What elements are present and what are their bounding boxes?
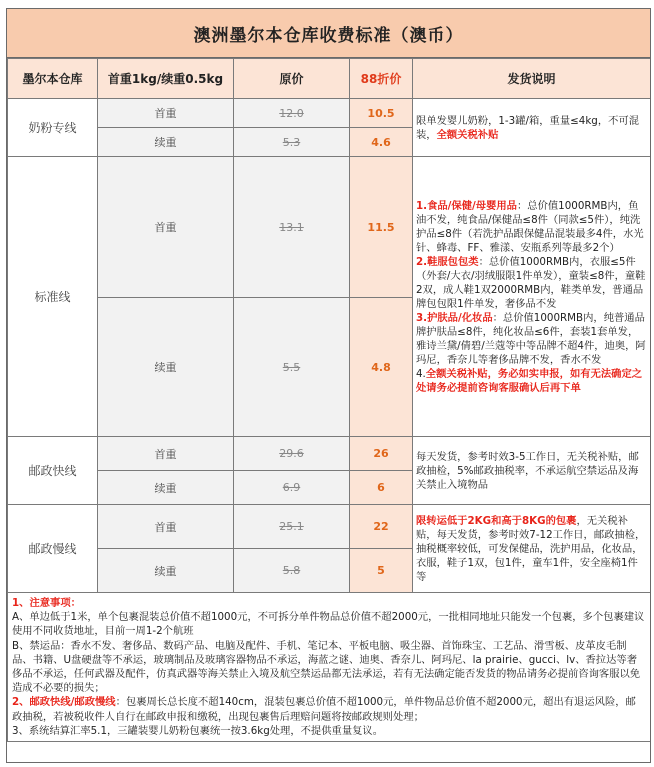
- note-3: 3、系统结算汇率5.1，三罐装婴儿奶粉包裹统一按3.6kg处理，不提供重量复议。: [12, 724, 384, 737]
- disc-price: 11.5: [350, 157, 413, 298]
- weight-first: 首重: [98, 437, 234, 471]
- orig-price: 5.5: [234, 298, 350, 437]
- weight-cont: 续重: [98, 471, 234, 505]
- line-name-milk: 奶粉专线: [8, 99, 98, 157]
- orig-price: 5.8: [234, 549, 350, 593]
- desc-standard-item-3: [416, 311, 648, 367]
- weight-first: 首重: [98, 505, 234, 549]
- line-name-postal-slow: 邮政慢线: [8, 505, 98, 593]
- desc-item-text: 全额关税补贴，务必如实申报，如有无法确定之处请务必提前咨询客服确认后再下单: [416, 367, 643, 394]
- disc-price: 6: [350, 471, 413, 505]
- postal-fast-first-row: [8, 437, 651, 471]
- col-header-weight: 首重1kg/续重0.5kg: [98, 59, 234, 99]
- orig-price: 5.3: [234, 128, 350, 157]
- desc-item-text: ：总价值1000RMB内，鱼油不发，纯食品/保健品≤8件（同款≤5件），纯洗护品≤8件（若洗护品跟保健品混装最多4件，水光针、蜂毒、FF、雅漾、安瓶系列等最多2个）: [416, 199, 644, 254]
- desc-postal-slow: [413, 505, 651, 593]
- orig-price: 29.6: [234, 437, 350, 471]
- note-1-head: 1、注意事项：: [12, 597, 81, 609]
- desc-milk-red: 全额关税补贴: [436, 128, 499, 141]
- note-2-head: 2、邮政快线/邮政慢线: [12, 696, 116, 709]
- weight-first: 首重: [98, 157, 234, 298]
- desc-standard-item-1: [416, 199, 648, 255]
- line-name-standard: 标准线: [8, 157, 98, 437]
- orig-price: 12.0: [234, 99, 350, 128]
- notes-row: [8, 593, 651, 742]
- disc-price: 4.8: [350, 298, 413, 437]
- price-table: [7, 58, 651, 742]
- desc-postal-slow-red: 限转运低于2KG和高于8KG的包裹: [416, 514, 577, 527]
- desc-item-text: ：总价值1000RMB内，纯普通品牌护肤品≤8件，纯化妆品≤6件，套装1套单发，雅诗兰黛/倩碧/兰蔻等中等品牌不超4件，迪奥，阿玛尼，香奈儿等奢侈品牌不发，香水不发: [416, 311, 646, 366]
- desc-postal-slow-text: ，无关税补贴，每天发货，参考时效7-12工作日，邮政抽检，抽税概率较低，可发保健品，洗护用品，化妆品，衣服，鞋子1双，包1件，童车1件，安全座椅1件等: [416, 514, 646, 583]
- orig-price: 13.1: [234, 157, 350, 298]
- disc-price: 26: [350, 437, 413, 471]
- desc-item-head: 1.食品/保健/母婴用品: [416, 199, 517, 212]
- note-2-text: ：包裹周长总长度不超140cm，混装包裹总价值不超1000元，单件物品总价值不超2000元，超出有退运风险，邮政抽税，若被税收件人自行在邮政申报和缴税，出现包裹售后理赔问题将按邮政规则处理；: [12, 696, 636, 723]
- desc-milk-text: 限单发婴儿奶粉，1-3罐/箱，重量≤4kg，不可混装，: [416, 114, 640, 141]
- line-name-postal-fast: 邮政快线: [8, 437, 98, 505]
- disc-price: 5: [350, 549, 413, 593]
- weight-cont: 续重: [98, 549, 234, 593]
- disc-price: 10.5: [350, 99, 413, 128]
- desc-standard: [413, 157, 651, 437]
- desc-postal-fast: 每天发货，参考时效3-5工作日，无关税补贴，邮政抽检，5%邮政抽税率，不承运航空禁运品及海关禁止入境物品: [413, 437, 651, 505]
- desc-standard-item-4: [416, 367, 648, 395]
- disc-price: 4.6: [350, 128, 413, 157]
- col-header-desc: 发货说明: [413, 59, 651, 99]
- note-1-b: B、禁运品：香水不发、奢侈品、数码产品、电脑及配件、手机、笔记本、平板电脑、吸尘器、首饰珠宝、工艺品、滑雪板、皮革皮毛制品、书籍、U盘硬盘等不承运，玻璃制品及玻璃容器物品不承运，海蓝之谜、迪奥、香奈儿、阿玛尼、la prairie、gucci、lv、香拉达等奢侈品不承运，任何武器及配件，仿真武器等海关禁止入境及航空禁运品都无法承运，若有无法确定能否发货的物品请务必提前咨询客服以免造成不必要的损失；: [12, 639, 641, 695]
- notes-section: [8, 593, 651, 742]
- page-title: 澳洲墨尔本仓库收费标准（澳币）: [7, 9, 650, 58]
- desc-item-head: 4.: [416, 367, 426, 380]
- weight-first: 首重: [98, 99, 234, 128]
- desc-item-head: 2.鞋服包包类: [416, 255, 479, 268]
- desc-milk: [413, 99, 651, 157]
- desc-item-text: ：总价值1000RMB内，衣服≤5件（外套/大衣/羽绒服限1件单发），童装≤8件，童鞋2双，成人鞋1双2000RMB内，鞋类单发，普通品牌包包限1件单发，奢侈品不发: [416, 255, 646, 310]
- col-header-warehouse: 墨尔本仓库: [8, 59, 98, 99]
- note-2: [12, 695, 646, 723]
- weight-cont: 续重: [98, 128, 234, 157]
- header-row: [8, 59, 651, 99]
- col-header-disc: 88折价: [350, 59, 413, 99]
- milk-first-row: [8, 99, 651, 128]
- orig-price: 6.9: [234, 471, 350, 505]
- orig-price: 25.1: [234, 505, 350, 549]
- disc-price: 22: [350, 505, 413, 549]
- col-header-orig: 原价: [234, 59, 350, 99]
- price-sheet: [6, 8, 651, 763]
- desc-standard-item-2: [416, 255, 648, 311]
- postal-slow-first-row: [8, 505, 651, 549]
- weight-cont: 续重: [98, 298, 234, 437]
- note-1-a: A、单边低于1米，单个包裹混装总价值不超1000元，不可拆分单件物品总价值不超2000元，一批相同地址只能发一个包裹，多个包裹建议使用不同收货地址，目前一周1-2个航班: [12, 611, 645, 638]
- desc-item-head: 3.护肤品/化妆品: [416, 311, 493, 324]
- standard-first-row: [8, 157, 651, 298]
